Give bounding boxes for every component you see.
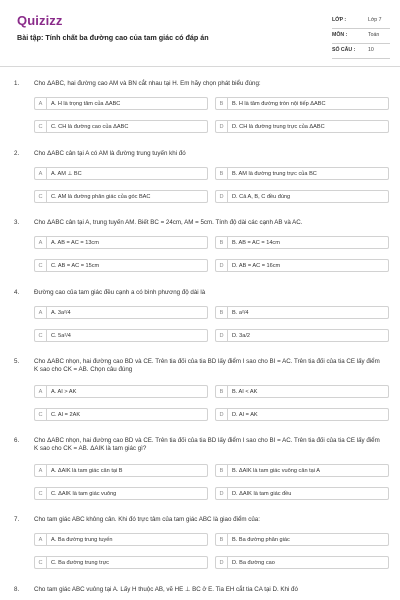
question-number: 6. bbox=[14, 437, 20, 444]
option-text: D. 3a/2 bbox=[232, 333, 251, 339]
option-letter: C bbox=[35, 557, 47, 569]
question-text: Cho ΔABC cân tại A có AM là đường trung tuyến khi đó bbox=[34, 150, 186, 157]
meta-info bbox=[332, 14, 390, 59]
option-d[interactable] bbox=[215, 120, 389, 133]
question-text: Đường cao của tam giác đều cạnh a có bình phương độ dài là bbox=[34, 289, 206, 296]
option-text: C. AI = 2AK bbox=[51, 412, 81, 418]
question-number: 8. bbox=[14, 586, 20, 593]
option-text: B. a²/4 bbox=[232, 310, 249, 316]
meta-value: Toán bbox=[368, 32, 380, 38]
option-c[interactable] bbox=[34, 259, 208, 272]
question-text: Cho tam giác ABC vuông tại A. Lấy H thuộc AB, vẽ HE ⊥ BC ở E. Tia EH cắt tia CA tại D. Khi đó bbox=[34, 586, 298, 593]
option-letter: D bbox=[216, 557, 228, 569]
option-text: D. CH là đường trung trực của ΔABC bbox=[232, 124, 325, 130]
option-b[interactable] bbox=[215, 306, 389, 319]
option-d[interactable] bbox=[215, 259, 389, 272]
option-c[interactable] bbox=[34, 329, 208, 342]
option-b[interactable] bbox=[215, 464, 389, 477]
option-text: A. AM ⊥ BC bbox=[51, 171, 82, 177]
worksheet-header bbox=[0, 0, 400, 66]
option-text: C. AM là đường phân giác của góc BAC bbox=[51, 194, 151, 200]
question-text: Cho ΔABC nhọn, hai đường cao BD và CE. Trên tia đối của tia BD lấy điểm I sao cho BI = AC. Trên tia đối của tia CE lấy điểm K sao cho CK = AB. Chọn câu đúng bbox=[34, 358, 380, 373]
question-number: 1. bbox=[14, 80, 20, 87]
option-letter: D bbox=[216, 488, 228, 500]
option-text: D. Ba đường cao bbox=[232, 560, 275, 566]
option-a[interactable] bbox=[34, 464, 208, 477]
option-c[interactable] bbox=[34, 120, 208, 133]
option-a[interactable] bbox=[34, 385, 208, 398]
meta-label: SỐ CÂU : bbox=[332, 47, 356, 53]
option-text: B. ΔAIK là tam giác vuông cân tại A bbox=[232, 468, 321, 474]
option-text: D. AI = AK bbox=[232, 412, 258, 418]
option-b[interactable] bbox=[215, 236, 389, 249]
option-text: C. Ba đường trung trực bbox=[51, 560, 110, 566]
option-letter: B bbox=[216, 237, 228, 249]
meta-label: LỚP : bbox=[332, 17, 347, 23]
option-text: D. ΔAIK là tam giác đều bbox=[232, 491, 292, 497]
option-letter: D bbox=[216, 121, 228, 133]
option-a[interactable] bbox=[34, 306, 208, 319]
option-letter: C bbox=[35, 488, 47, 500]
meta-label: MÔN : bbox=[332, 32, 348, 38]
option-letter: C bbox=[35, 260, 47, 272]
option-letter: B bbox=[216, 168, 228, 180]
option-d[interactable] bbox=[215, 556, 389, 569]
option-text: D. Cả A, B, C đều đúng bbox=[232, 194, 291, 200]
option-text: B. H là tâm đường tròn nội tiếp ΔABC bbox=[232, 101, 326, 107]
option-letter: D bbox=[216, 409, 228, 421]
meta-row-count bbox=[332, 44, 390, 59]
option-letter: A bbox=[35, 386, 47, 398]
meta-value: Lớp 7 bbox=[368, 17, 382, 23]
option-text: A. ΔAIK là tam giác cân tại B bbox=[51, 468, 123, 474]
option-letter: C bbox=[35, 409, 47, 421]
option-c[interactable] bbox=[34, 190, 208, 203]
option-b[interactable] bbox=[215, 167, 389, 180]
page-title: Bài tập: Tính chất ba đường cao của tam giác có đáp án bbox=[17, 33, 209, 42]
option-text: C. AB = AC = 15cm bbox=[51, 263, 100, 269]
option-letter: D bbox=[216, 330, 228, 342]
option-text: C. CH là đường cao của ΔABC bbox=[51, 124, 129, 130]
option-a[interactable] bbox=[34, 97, 208, 110]
question-text: Cho tam giác ABC không cân. Khi đó trực tâm của tam giác ABC là giao điểm của: bbox=[34, 516, 260, 523]
option-letter: B bbox=[216, 307, 228, 319]
option-text: A. AB = AC = 13cm bbox=[51, 240, 99, 246]
option-text: A. Ba đường trung tuyến bbox=[51, 537, 113, 543]
option-text: B. Ba đường phân giác bbox=[232, 537, 290, 543]
option-text: C. ΔAIK là tam giác vuông bbox=[51, 491, 117, 497]
option-b[interactable] bbox=[215, 97, 389, 110]
question-number: 7. bbox=[14, 516, 20, 523]
question-text: Cho ΔABC nhọn, hai đường cao BD và CE. Trên tia đối của tia BD lấy điểm I sao cho BI = AC. Trên tia đối của tia CE lấy điểm K sao cho CK = AB. ΔAIK là tam giác gì? bbox=[34, 437, 380, 452]
question-text: Cho ΔABC, hai đường cao AM và BN cắt nhau tại H. Em hãy chọn phát biểu đúng: bbox=[34, 80, 261, 87]
option-letter: B bbox=[216, 465, 228, 477]
option-b[interactable] bbox=[215, 385, 389, 398]
option-letter: A bbox=[35, 168, 47, 180]
option-d[interactable] bbox=[215, 190, 389, 203]
option-text: A. 3a²/4 bbox=[51, 310, 71, 316]
option-letter: A bbox=[35, 307, 47, 319]
option-text: A. H là trọng tâm của ΔABC bbox=[51, 101, 121, 107]
option-text: B. AI < AK bbox=[232, 389, 258, 395]
question-number: 3. bbox=[14, 219, 20, 226]
option-letter: D bbox=[216, 260, 228, 272]
option-d[interactable] bbox=[215, 487, 389, 500]
option-text: A. AI > AK bbox=[51, 389, 77, 395]
option-b[interactable] bbox=[215, 533, 389, 546]
option-c[interactable] bbox=[34, 487, 208, 500]
meta-row-subject bbox=[332, 29, 390, 44]
option-a[interactable] bbox=[34, 167, 208, 180]
option-letter: B bbox=[216, 534, 228, 546]
option-text: B. AB = AC = 14cm bbox=[232, 240, 280, 246]
option-c[interactable] bbox=[34, 408, 208, 421]
meta-row-grade bbox=[332, 14, 390, 29]
option-text: D. AB = AC = 16cm bbox=[232, 263, 281, 269]
header-divider bbox=[0, 66, 400, 67]
option-text: C. 5a²/4 bbox=[51, 333, 71, 339]
option-text: B. AM là đường trung trực của BC bbox=[232, 171, 317, 177]
option-c[interactable] bbox=[34, 556, 208, 569]
option-letter: A bbox=[35, 237, 47, 249]
option-letter: D bbox=[216, 191, 228, 203]
question-number: 2. bbox=[14, 150, 20, 157]
option-d[interactable] bbox=[215, 408, 389, 421]
option-a[interactable] bbox=[34, 236, 208, 249]
question-number: 5. bbox=[14, 358, 20, 365]
option-letter: B bbox=[216, 386, 228, 398]
question-number: 4. bbox=[14, 289, 20, 296]
option-d[interactable] bbox=[215, 329, 389, 342]
option-letter: C bbox=[35, 330, 47, 342]
option-letter: A bbox=[35, 465, 47, 477]
meta-value: 10 bbox=[368, 47, 374, 53]
option-letter: A bbox=[35, 534, 47, 546]
option-letter: C bbox=[35, 121, 47, 133]
quizizz-logo: Quizizz bbox=[17, 13, 63, 28]
option-a[interactable] bbox=[34, 533, 208, 546]
option-letter: B bbox=[216, 98, 228, 110]
option-letter: C bbox=[35, 191, 47, 203]
question-text: Cho ΔABC cân tại A, trung tuyến AM. Biết BC = 24cm, AM = 5cm. Tính độ dài các cạnh AB và AC. bbox=[34, 219, 303, 226]
option-letter: A bbox=[35, 98, 47, 110]
